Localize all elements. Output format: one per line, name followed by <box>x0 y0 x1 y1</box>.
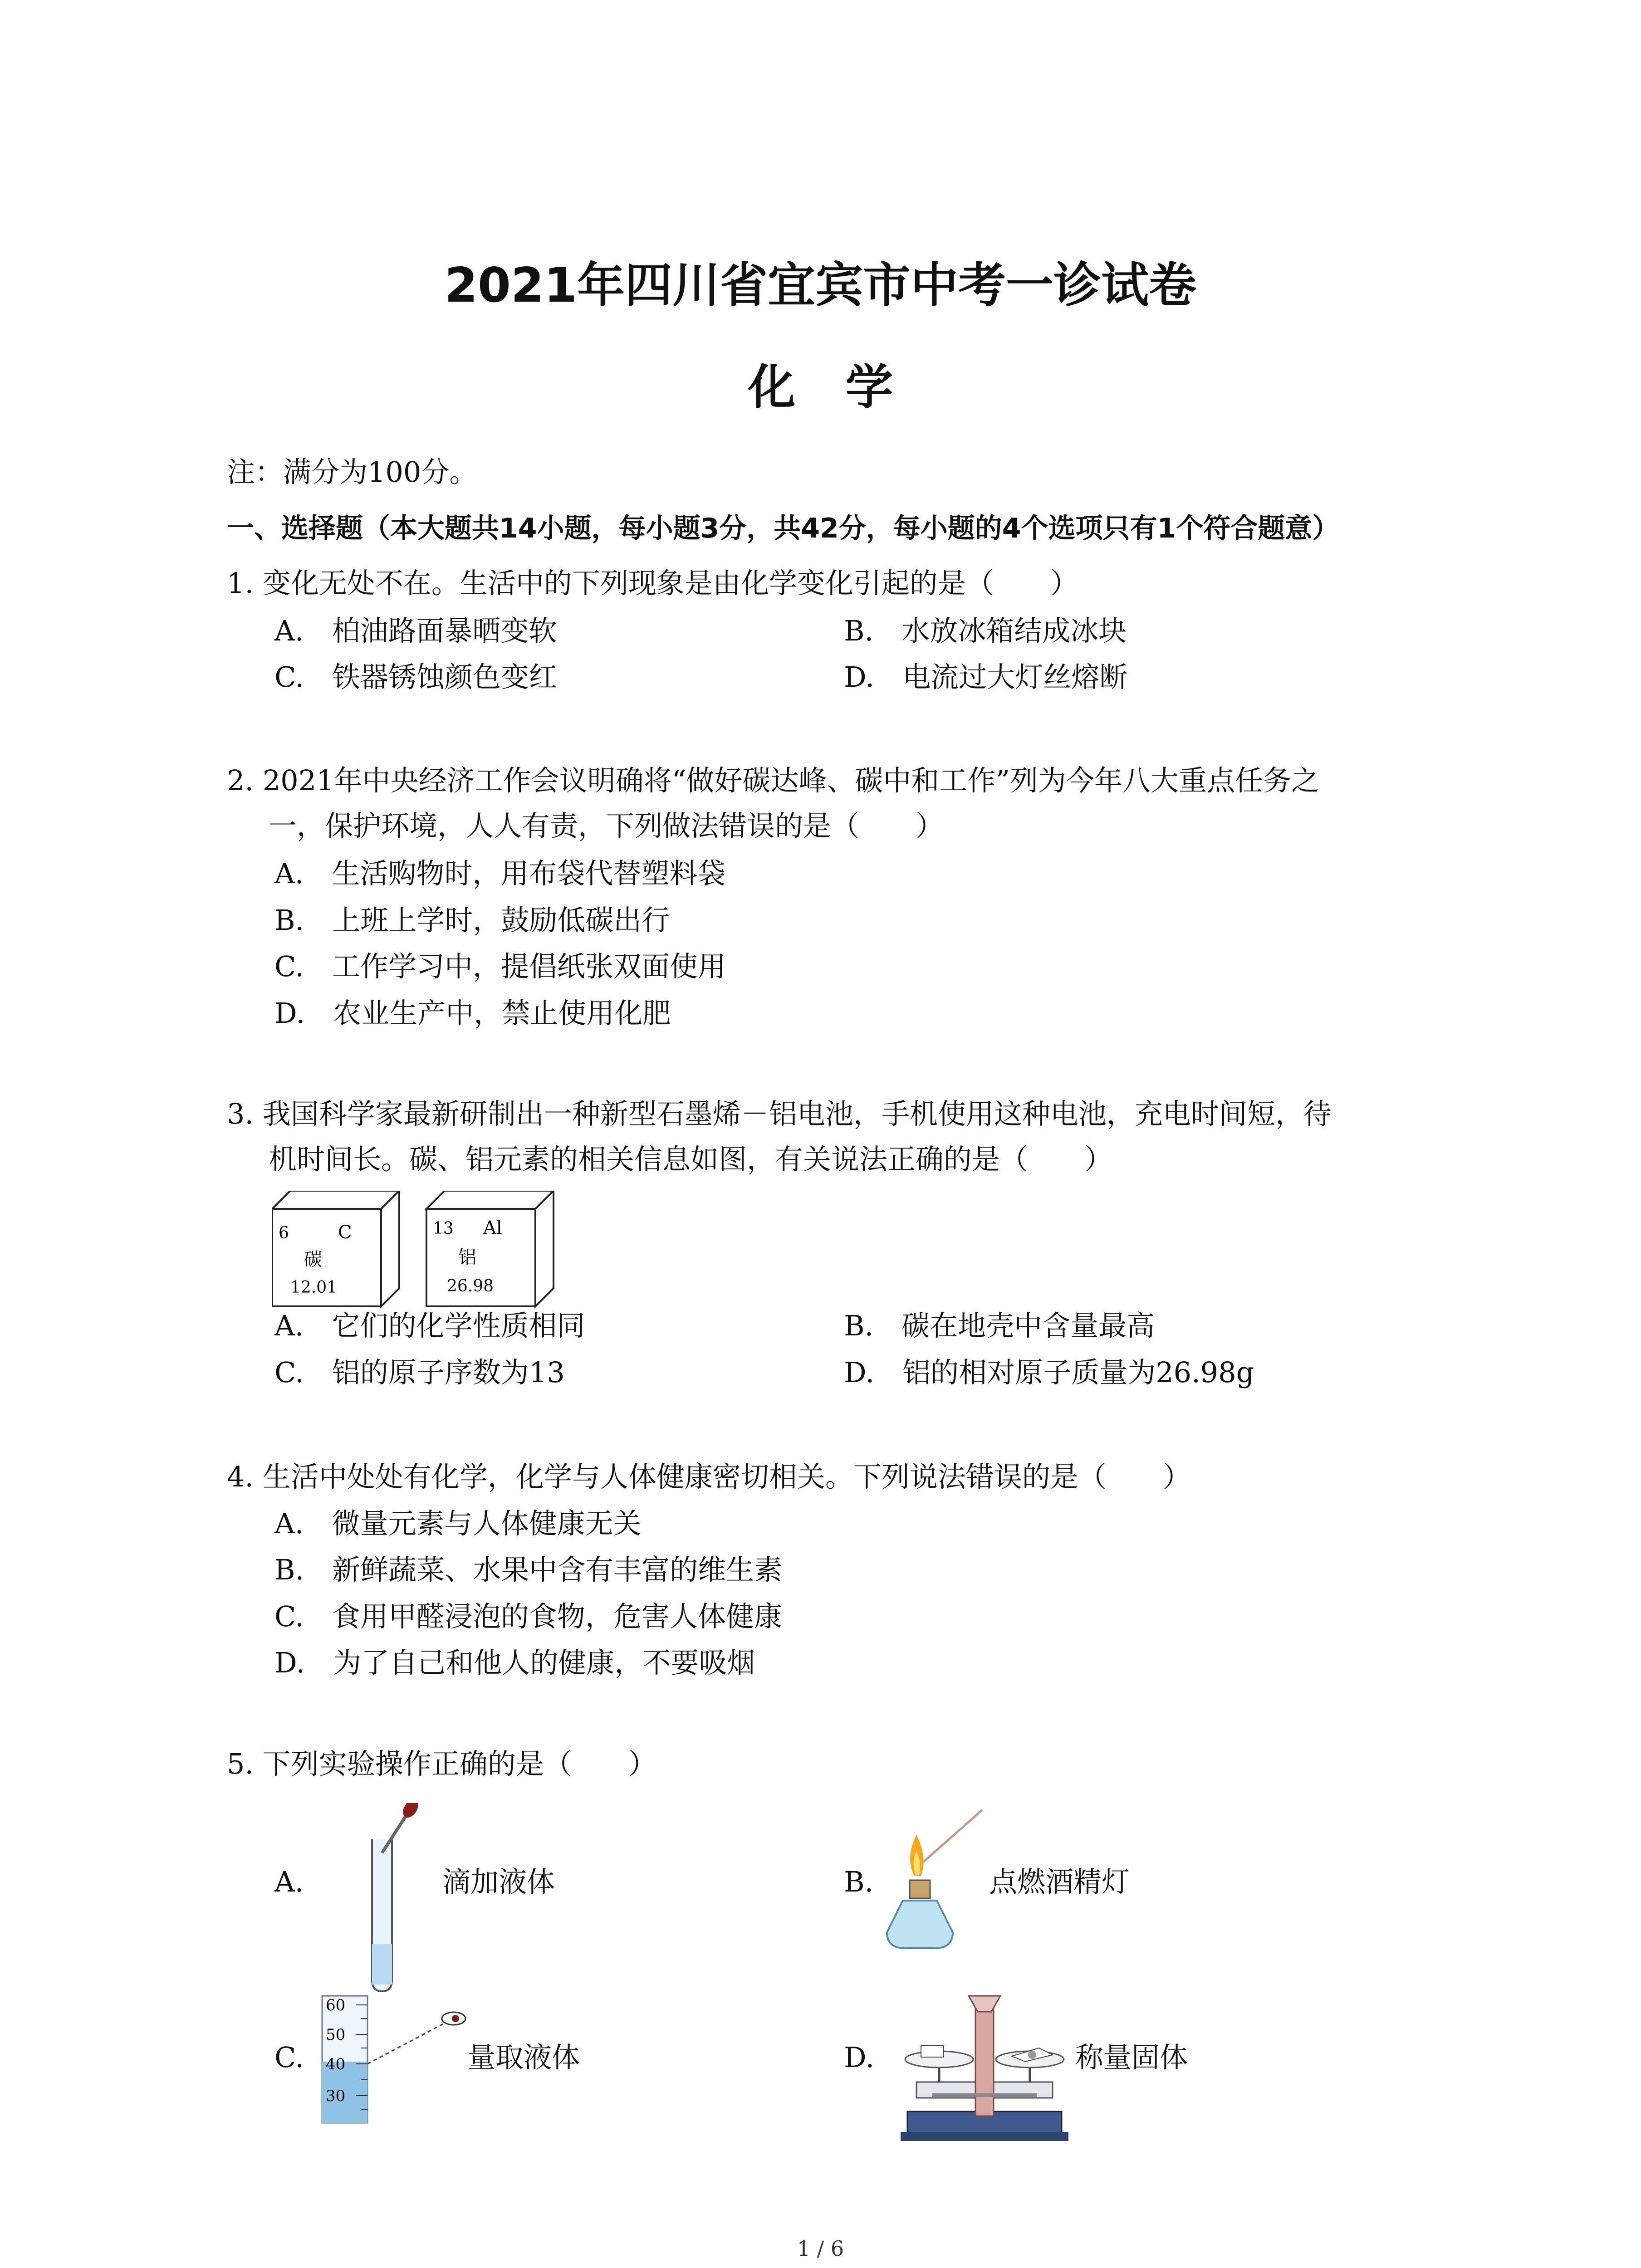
q5-caption-b: 点燃酒精灯 <box>989 1865 1130 1898</box>
carbon-mass: 12.01 <box>290 1278 338 1297</box>
cylinder-tick-40: 40 <box>326 2055 346 2073</box>
q3-option-c: C. 铝的原子序数为13 <box>274 1356 565 1389</box>
q5-caption-a: 滴加液体 <box>442 1865 555 1898</box>
q2-option-b: B. 上班上学时，鼓励低碳出行 <box>274 904 670 937</box>
element-cards-figure <box>272 1191 563 1309</box>
aluminum-element-card <box>426 1191 554 1306</box>
q5-caption-d: 称量固体 <box>1075 2041 1188 2074</box>
q4-option-c: C. 食用甲醛浸泡的食物，危害人体健康 <box>274 1600 782 1633</box>
question-2-stem-line1: 2. 2021年中央经济工作会议明确将“做好碳达峰、碳中和工作”列为今年八大重点任务之 <box>227 764 1320 797</box>
q2-option-c: C. 工作学习中，提倡纸张双面使用 <box>274 950 726 983</box>
q5-option-d-letter: D. <box>844 2041 875 2074</box>
aluminum-number: 13 <box>433 1219 454 1238</box>
question-2-stem-line2: 一，保护环境，人人有责，下列做法错误的是（ ） <box>269 809 944 842</box>
q2-option-d: D. 农业生产中，禁止使用化肥 <box>274 997 671 1030</box>
question-3-stem-line1: 3. 我国科学家最新研制出一种新型石墨烯－铝电池，手机使用这种电池，充电时间短，待 <box>227 1097 1332 1130</box>
q5-option-a-letter: A. <box>274 1865 304 1898</box>
cylinder-tick-60: 60 <box>326 1996 346 2014</box>
q5-option-c-letter: C. <box>274 2041 304 2074</box>
subject-title: 化学 <box>748 360 943 415</box>
q4-option-d: D. 为了自己和他人的健康，不要吸烟 <box>274 1646 755 1679</box>
carbon-symbol: C <box>338 1222 352 1243</box>
q4-option-a: A. 微量元素与人体健康无关 <box>274 1507 642 1540</box>
eye-icon <box>442 2012 465 2025</box>
balance-scale-icon <box>889 1980 1080 2143</box>
cylinder-tick-50: 50 <box>326 2026 346 2044</box>
section-heading: 一、选择题（本大题共14小题，每小题3分，共42分，每小题的4个选项只有1个符合题意） <box>227 513 1340 544</box>
exam-title: 2021年四川省宜宾市中考一诊试卷 <box>444 258 1197 313</box>
graduated-cylinder-icon <box>313 1991 485 2127</box>
aluminum-mass: 26.98 <box>447 1277 494 1295</box>
question-4-stem: 4. 生活中处处有化学，化学与人体健康密切相关。下列说法错误的是（ ） <box>227 1460 1191 1493</box>
cylinder-tick-30: 30 <box>326 2087 346 2105</box>
carbon-element-card <box>272 1191 399 1306</box>
q3-option-a: A. 它们的化学性质相同 <box>274 1309 585 1342</box>
q3-option-d: D. 铝的相对原子质量为26.98g <box>844 1356 1254 1389</box>
carbon-number: 6 <box>279 1224 289 1242</box>
page-number: 1 / 6 <box>797 2236 844 2261</box>
q1-option-b: B. 水放冰箱结成冰块 <box>844 614 1127 647</box>
question-3-stem-line2: 机时间长。碳、铝元素的相关信息如图，有关说法正确的是（ ） <box>269 1143 1113 1176</box>
score-note: 注：满分为100分。 <box>227 455 478 489</box>
carbon-name: 碳 <box>304 1249 322 1270</box>
alcohol-lamp-icon <box>885 1808 994 1953</box>
q4-option-b: B. 新鲜蔬菜、水果中含有丰富的维生素 <box>274 1553 783 1586</box>
aluminum-symbol: Al <box>483 1217 502 1238</box>
q5-option-b-letter: B. <box>844 1865 874 1898</box>
q3-option-b: B. 碳在地壳中含量最高 <box>844 1309 1155 1342</box>
q2-option-a: A. 生活购物时，用布袋代替塑料袋 <box>274 857 726 890</box>
question-5-stem: 5. 下列实验操作正确的是（ ） <box>227 1747 656 1780</box>
question-1-stem: 1. 变化无处不在。生活中的下列现象是由化学变化引起的是（ ） <box>227 567 1078 600</box>
q1-option-d: D. 电流过大灯丝熔断 <box>844 660 1128 694</box>
q5-caption-c: 量取液体 <box>467 2041 580 2074</box>
q1-option-a: A. 柏油路面暴晒变软 <box>274 614 557 647</box>
q1-option-c: C. 铁器锈蚀颜色变红 <box>274 660 557 694</box>
dropper-test-tube-icon <box>354 1803 426 1994</box>
aluminum-name: 铝 <box>458 1247 476 1268</box>
